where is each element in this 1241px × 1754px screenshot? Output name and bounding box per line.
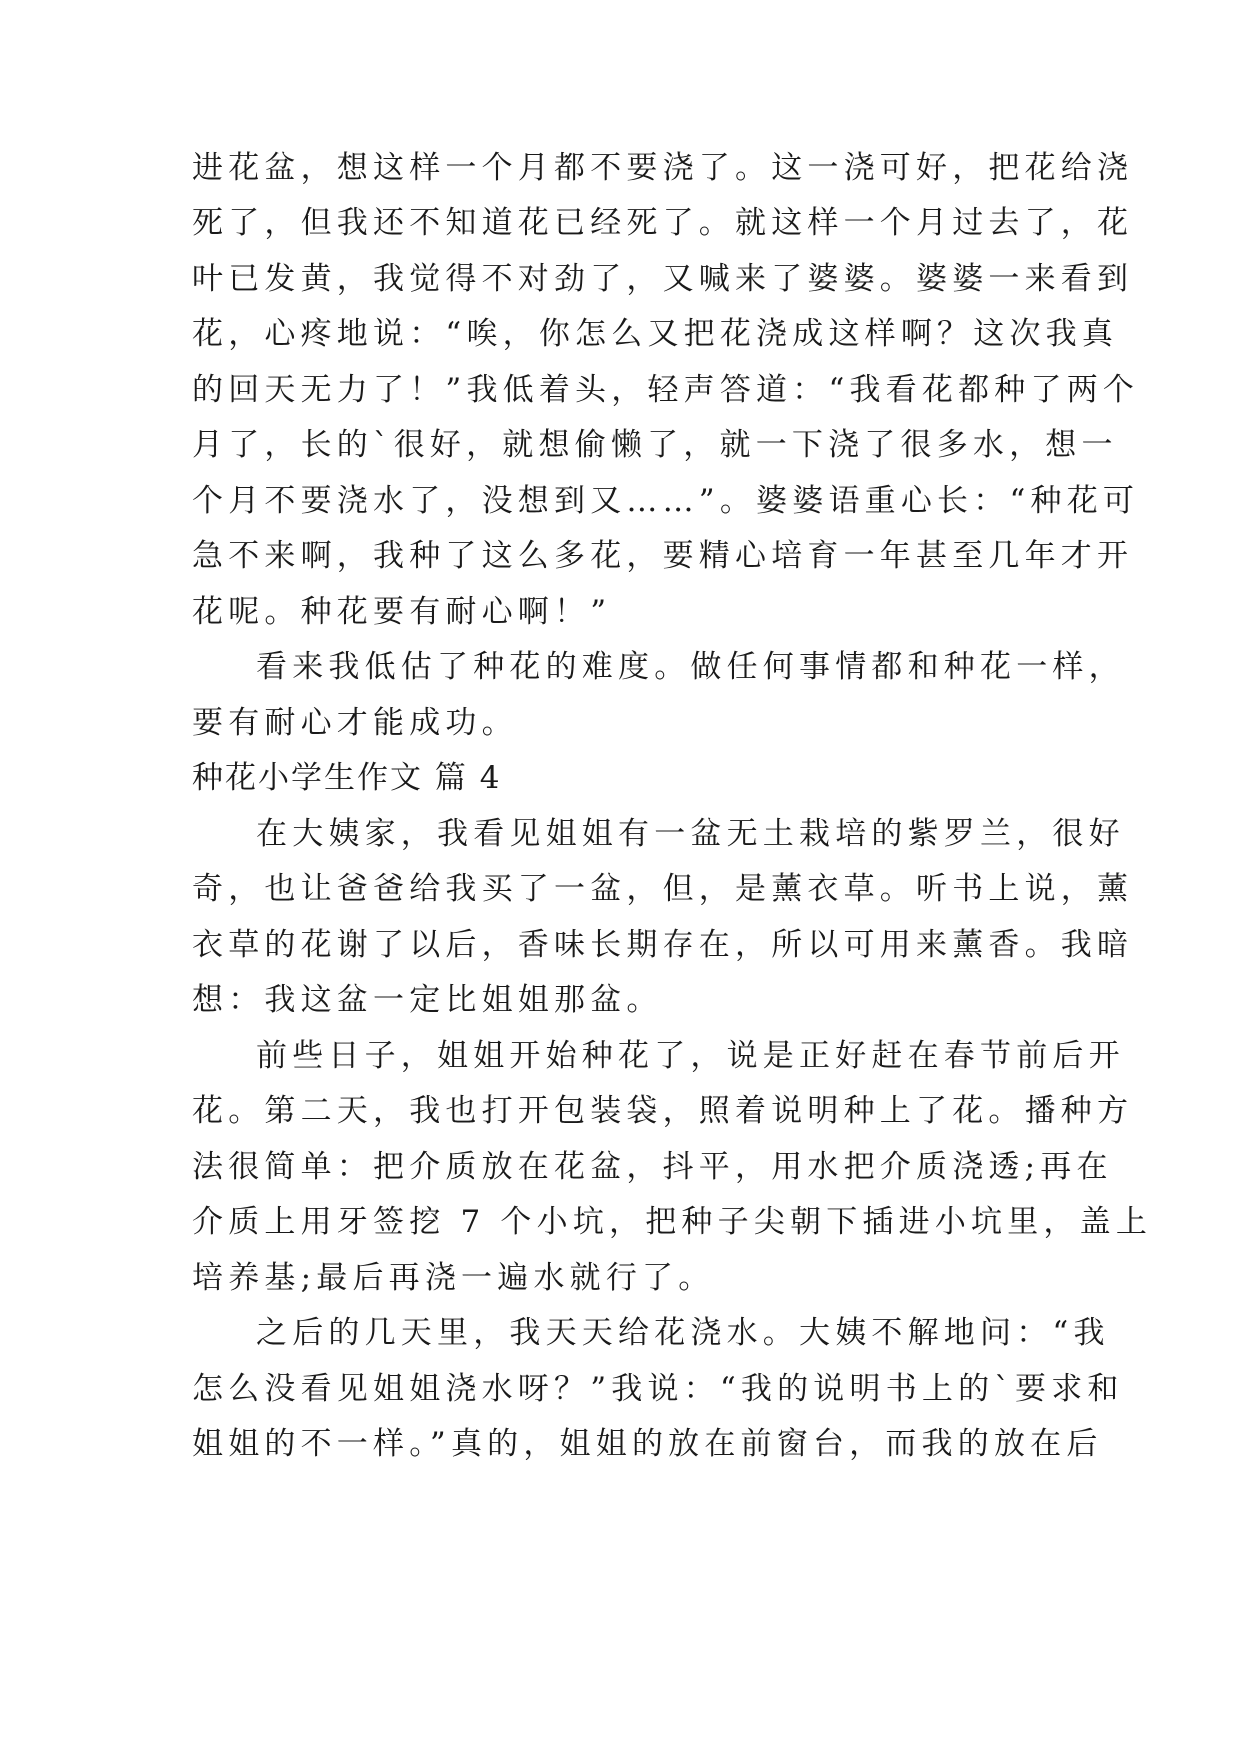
text-line: 奇，也让爸爸给我买了一盆，但，是薰衣草。听书上说，薰: [192, 871, 1134, 907]
text-line: 急不来啊，我种了这么多花，要精心培育一年甚至几年才开: [192, 538, 1134, 574]
text-line: 个月不要浇水了，没想到又……”。婆婆语重心长：“种花可: [192, 483, 1140, 519]
text-line: 花呢。种花要有耐心啊！”: [192, 594, 612, 630]
section-heading: 种花小学生作文 篇 4: [192, 760, 502, 796]
paragraph-first-line: 之后的几天里，我天天给花浇水。大姨不解地问：“我: [256, 1315, 1110, 1351]
text-line: 法很简单：把介质放在花盆，抖平，用水把介质浇透;再在: [192, 1149, 1113, 1185]
text-line: 的回天无力了！”我低着头，轻声答道：“我看花都种了两个: [192, 372, 1140, 408]
text-line: 想：我这盆一定比姐姐那盆。: [192, 982, 663, 1018]
text-line: 衣草的花谢了以后，香味长期存在，所以可用来薰香。我暗: [192, 927, 1134, 963]
text-line: 培养基;最后再浇一遍水就行了。: [192, 1260, 715, 1296]
paragraph-first-line: 在大姨家，我看见姐姐有一盆无土栽培的紫罗兰，很好: [256, 816, 1125, 852]
text-line: 姐姐的不一样。”真的，姐姐的放在前窗台，而我的放在后: [192, 1426, 1103, 1462]
paragraph-first-line: 前些日子，姐姐开始种花了，说是正好赶在春节前后开: [256, 1038, 1125, 1074]
paragraph-first-line: 看来我低估了种花的难度。做任何事情都和种花一样，: [256, 649, 1125, 685]
text-line: 花。第二天，我也打开包装袋，照着说明种上了花。播种方: [192, 1093, 1134, 1129]
text-line: 怎么没看见姐姐浇水呀？”我说：“我的说明书上的`要求和: [192, 1371, 1124, 1407]
text-line: 花，心疼地说：“唉，你怎么又把花浇成这样啊？这次我真: [192, 316, 1119, 352]
text-line: 叶已发黄，我觉得不对劲了，又喊来了婆婆。婆婆一来看到: [192, 261, 1134, 297]
text-line: 进花盆，想这样一个月都不要浇了。这一浇可好，把花给浇: [192, 150, 1134, 186]
text-line: 要有耐心才能成功。: [192, 705, 518, 741]
text-line: 介质上用牙签挖 7 个小坑，把种子尖朝下插进小坑里，盖上: [192, 1204, 1153, 1240]
text-line: 月了，长的`很好，就想偷懒了，就一下浇了很多水，想一: [192, 427, 1118, 463]
text-line: 死了，但我还不知道花已经死了。就这样一个月过去了，花: [192, 205, 1134, 241]
